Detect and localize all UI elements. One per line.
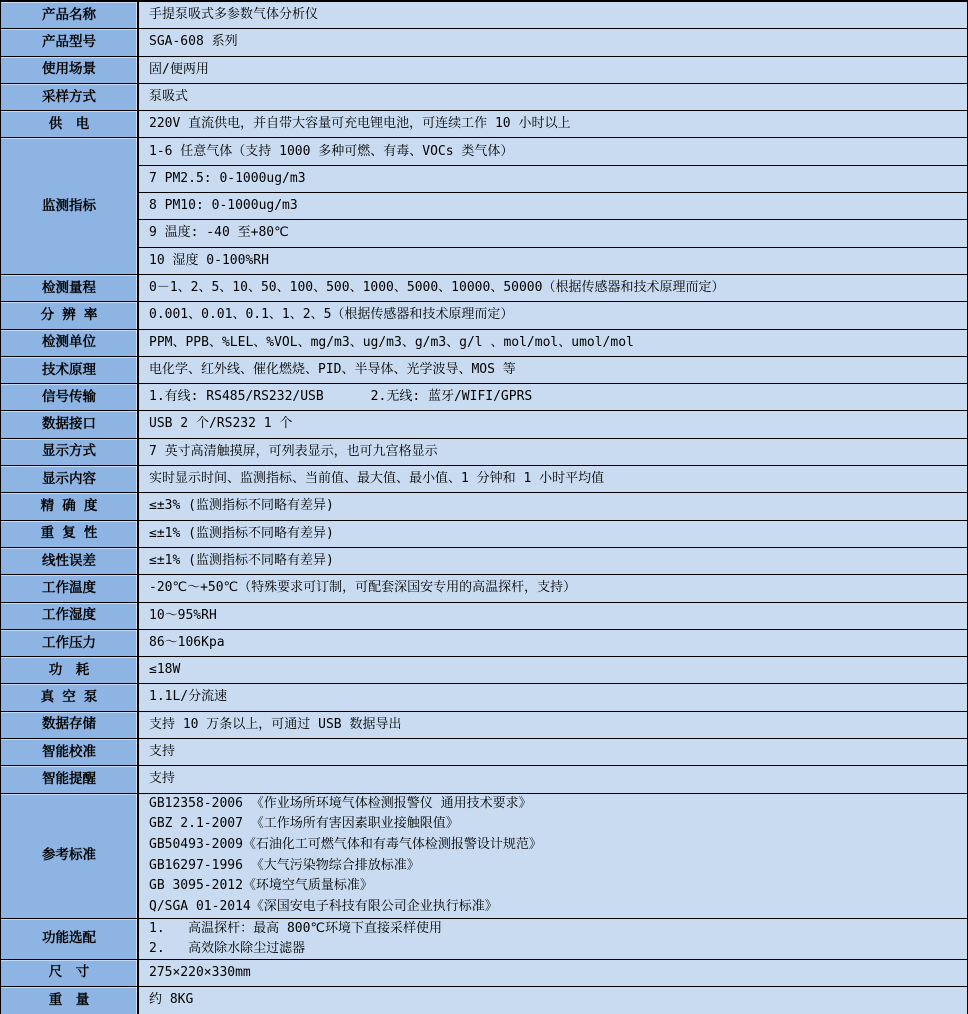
- row-label: 检测单位: [1, 330, 139, 356]
- table-row-technical-principle: [1, 357, 967, 384]
- row-value: 7 PM2.5: 0-1000ug/m3: [139, 166, 967, 193]
- row-label: 工作温度: [1, 575, 139, 601]
- row-label: 供 电: [1, 111, 139, 137]
- row-label: 信号传输: [1, 384, 139, 410]
- row-label: 数据存储: [1, 712, 139, 738]
- row-value: USB 2 个/RS232 1 个: [149, 416, 293, 432]
- row-value: SGA-608 系列: [149, 34, 238, 50]
- row-label: 监测指标: [1, 138, 139, 274]
- row-value: 7 英寸高清触摸屏，可列表显示，也可九宫格显示: [149, 443, 438, 459]
- row-value: 8 PM10: 0-1000ug/m3: [139, 193, 967, 220]
- table-row-reference-standards: [1, 794, 967, 919]
- row-label: 智能提醒: [1, 766, 139, 792]
- row-label: 重 复 性: [1, 521, 139, 547]
- table-row-accuracy: [1, 493, 967, 520]
- table-row-detection-range: [1, 275, 967, 302]
- table-row-data-interface: [1, 411, 967, 438]
- row-value: 泵吸式: [149, 88, 189, 104]
- table-row-smart-reminder: [1, 766, 967, 793]
- table-row-display-content: [1, 466, 967, 493]
- row-value: PPM、PPB、%LEL、%VOL、mg/m3、ug/m3、g/m3、g/l 、mol/mol、umol/mol: [149, 334, 634, 350]
- row-label: 真 空 泵: [1, 684, 139, 710]
- row-label: 使用场景: [1, 57, 139, 83]
- row-value: ≤±1% (监测指标不同略有差异): [149, 552, 334, 568]
- table-row-dimensions: [1, 960, 967, 987]
- row-label: 重 量: [1, 987, 139, 1014]
- row-value: -20℃～+50℃（特殊要求可订制，可配套深国安专用的高温探杆，支持）: [149, 580, 577, 596]
- row-label: 产品型号: [1, 29, 139, 55]
- row-label: 智能校准: [1, 739, 139, 765]
- row-label: 产品名称: [1, 2, 139, 28]
- row-value: 1.有线: RS485/RS232/USB 2.无线: 蓝牙/WIFI/GPRS: [149, 389, 533, 405]
- table-row-power-supply: [1, 111, 967, 138]
- row-label: 数据接口: [1, 411, 139, 437]
- table-row-linearity-error: [1, 548, 967, 575]
- row-value: 10 湿度 0-100%RH: [149, 252, 269, 268]
- row-value: 0－1、2、5、10、50、100、500、1000、5000、10000、50000（根据传感器和技术原理而定）: [149, 280, 725, 295]
- table-row-monitoring-indicators: [1, 138, 967, 275]
- row-value: 固/便两用: [149, 61, 209, 77]
- row-value: 支持 10 万条以上，可通过 USB 数据导出: [149, 716, 402, 732]
- table-row-display-mode: [1, 439, 967, 466]
- row-label: 参考标准: [1, 794, 139, 918]
- table-row-model: [1, 29, 967, 56]
- row-value: 电化学、红外线、催化燃烧、PID、半导体、光学波导、MOS 等: [149, 361, 516, 377]
- row-label: 精 确 度: [1, 493, 139, 519]
- row-value: 支持: [149, 771, 176, 787]
- row-value: 275×220×330mm: [149, 964, 251, 980]
- table-row-optional-functions: [1, 919, 967, 960]
- row-label: 检测量程: [1, 275, 139, 301]
- table-row-repeatability: [1, 521, 967, 548]
- row-label: 线性误差: [1, 548, 139, 574]
- row-label: 功能选配: [1, 919, 139, 959]
- table-row-working-pressure: [1, 630, 967, 657]
- row-value: 1-6 任意气体（支持 1000 多种可燃、有毒、VOCs 类气体）: [139, 138, 967, 165]
- row-label: 技术原理: [1, 357, 139, 383]
- row-value: 2. 高效除水除尘过滤器: [149, 940, 306, 956]
- row-value: 支持: [149, 744, 176, 760]
- table-row-sampling-method: [1, 84, 967, 111]
- table-row-smart-calibration: [1, 739, 967, 766]
- row-value: 9 温度: -40 至+80℃: [139, 220, 967, 247]
- table-row-power-consumption: [1, 657, 967, 684]
- row-value: Q/SGA 01-2014《深国安电子科技有限公司企业执行标准》: [149, 898, 498, 914]
- row-label: 采样方式: [1, 84, 139, 110]
- row-value: GB16297-1996 《大气污染物综合排放标准》: [149, 857, 420, 873]
- row-label: 工作压力: [1, 630, 139, 656]
- row-label: 尺 寸: [1, 960, 139, 986]
- row-label: 分 辨 率: [1, 302, 139, 328]
- row-value: 220V 直流供电，并自带大容量可充电锂电池，可连续工作 10 小时以上: [149, 116, 571, 132]
- table-row-usage-scene: [1, 57, 967, 84]
- row-value: 86～106Kpa: [149, 634, 225, 650]
- row-label: 工作湿度: [1, 603, 139, 629]
- row-value: ≤±1% (监测指标不同略有差异): [149, 525, 334, 541]
- row-value: ≤18W: [149, 662, 181, 678]
- row-value: 0.001、0.01、0.1、1、2、5（根据传感器和技术原理而定）: [149, 307, 514, 323]
- row-label: 功 耗: [1, 657, 139, 683]
- row-value: ≤±3% (监测指标不同略有差异): [149, 498, 334, 514]
- row-value: 约 8KG: [149, 992, 194, 1008]
- table-row-working-humidity: [1, 603, 967, 630]
- row-value: GBZ 2.1-2007 《工作场所有害因素职业接触限值》: [149, 816, 459, 832]
- row-value: 10～95%RH: [149, 607, 217, 623]
- table-row-vacuum-pump: [1, 684, 967, 711]
- row-value: 手提泵吸式多参数气体分析仪: [149, 7, 319, 23]
- row-label: 显示内容: [1, 466, 139, 492]
- row-value: GB50493-2009《石油化工可燃气体和有毒气体检测报警设计规范》: [149, 837, 542, 853]
- row-value: 1.1L/分流速: [149, 689, 228, 705]
- row-value: 1. 高温探杆：最高 800℃环境下直接采样使用: [149, 921, 443, 937]
- table-row-working-temperature: [1, 575, 967, 602]
- table-row-signal-transmission: [1, 384, 967, 411]
- table-row-resolution: [1, 302, 967, 329]
- row-value: GB12358-2006 《作业场所环境气体检测报警仪 通用技术要求》: [149, 795, 532, 811]
- row-label: 显示方式: [1, 439, 139, 465]
- table-row-data-storage: [1, 712, 967, 739]
- row-value: GB 3095-2012《环境空气质量标准》: [149, 878, 373, 894]
- row-value: 实时显示时间、监测指标、当前值、最大值、最小值、1 分钟和 1 小时平均值: [149, 471, 605, 487]
- table-row-detection-unit: [1, 330, 967, 357]
- table-row-product-name: [1, 2, 967, 29]
